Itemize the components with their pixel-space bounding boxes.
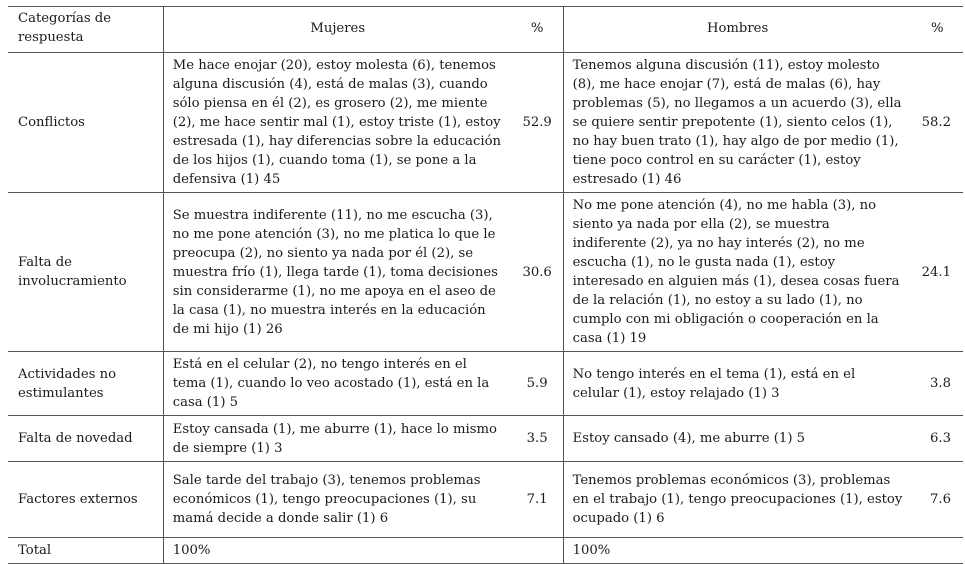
table-row-falta-involucramiento — [8, 193, 963, 352]
women-responses-cell: Se muestra indiferente (11), no me escucha (3), no me pone atención (3), no me platica lo que le preocupa (2), no siento ya nada por él (2), se muestra frío (1), llega tarde (1), toma decisiones sin considerarme (1), no me apoya en el aseo de la casa (1), no muestra interés en la educación de mi hijo (1) 26 — [163, 193, 511, 352]
men-pct-cell: 7.6 — [912, 462, 963, 538]
header-women: Mujeres — [163, 7, 511, 53]
table-header-row — [8, 7, 963, 53]
category-cell: Conflictos — [8, 53, 163, 193]
category-cell: Falta de involucramiento — [8, 193, 163, 352]
women-responses-cell: Sale tarde del trabajo (3), tenemos problemas económicos (1), tengo preocupaciones (1), su mamá decide a donde salir (1) 6 — [163, 462, 511, 538]
header-category: Categorías de respuesta — [8, 7, 163, 53]
men-responses-cell: Estoy cansado (4), me aburre (1) 5 — [563, 416, 911, 462]
men-responses-cell: Tenemos alguna discusión (11), estoy molesto (8), me hace enojar (7), está de malas (6), hay problemas (5), no llegamos a un acuerdo (3), ella se quiere sentir prepotente (1), siento celos (1), no hay buen trato (1), hay algo de por medio (1), tiene poco control en su carácter (1), estoy estresado (1) 46 — [563, 53, 911, 193]
men-pct-cell: 3.8 — [912, 352, 963, 416]
women-pct-cell: 3.5 — [512, 416, 563, 462]
category-cell: Actividades no estimulantes — [8, 352, 163, 416]
table-row-total — [8, 538, 963, 564]
women-pct-cell: 30.6 — [512, 193, 563, 352]
table-row-factores-externos — [8, 462, 963, 538]
women-pct-cell: 7.1 — [512, 462, 563, 538]
men-pct-cell: 24.1 — [912, 193, 963, 352]
response-categories-table — [8, 6, 963, 564]
category-cell: Falta de novedad — [8, 416, 163, 462]
women-responses-cell: Me hace enojar (20), estoy molesta (6), tenemos alguna discusión (4), está de malas (3), cuando sólo piensa en él (2), es grosero (2), me miente (2), me hace sentir mal (1), estoy triste (1), estoy estresada (1), hay diferencias sobre la educación de los hijos (1), cuando toma (1), se pone a la defensiva (1) 45 — [163, 53, 511, 193]
women-pct-cell: 52.9 — [512, 53, 563, 193]
women-responses-cell: Estoy cansada (1), me aburre (1), hace lo mismo de siempre (1) 3 — [163, 416, 511, 462]
header-men-pct: % — [912, 7, 963, 53]
header-men: Hombres — [563, 7, 911, 53]
men-pct-cell: 6.3 — [912, 416, 963, 462]
women-responses-cell: Está en el celular (2), no tengo interés en el tema (1), cuando lo veo acostado (1), está en la casa (1) 5 — [163, 352, 511, 416]
women-pct-cell — [512, 538, 563, 564]
men-responses-cell: No me pone atención (4), no me habla (3), no siento ya nada por ella (2), se muestra indiferente (2), ya no hay interés (2), no me escucha (1), no le gusta nada (1), estoy interesado en alguien más (1), desea cosas fuera de la relación (1), no estoy a su lado (1), no cumplo con mi obligación o cooperación en la casa (1) 19 — [563, 193, 911, 352]
men-pct-cell — [912, 538, 963, 564]
header-women-pct: % — [512, 7, 563, 53]
men-responses-cell: No tengo interés en el tema (1), está en el celular (1), estoy relajado (1) 3 — [563, 352, 911, 416]
women-total-cell: 100% — [163, 538, 511, 564]
men-responses-cell: Tenemos problemas económicos (3), problemas en el trabajo (1), tengo preocupaciones (1), estoy ocupado (1) 6 — [563, 462, 911, 538]
category-cell: Factores externos — [8, 462, 163, 538]
table-row-conflictos — [8, 53, 963, 193]
men-total-cell: 100% — [563, 538, 911, 564]
table-row-falta-novedad — [8, 416, 963, 462]
men-pct-cell: 58.2 — [912, 53, 963, 193]
category-cell: Total — [8, 538, 163, 564]
table-row-actividades — [8, 352, 963, 416]
women-pct-cell: 5.9 — [512, 352, 563, 416]
